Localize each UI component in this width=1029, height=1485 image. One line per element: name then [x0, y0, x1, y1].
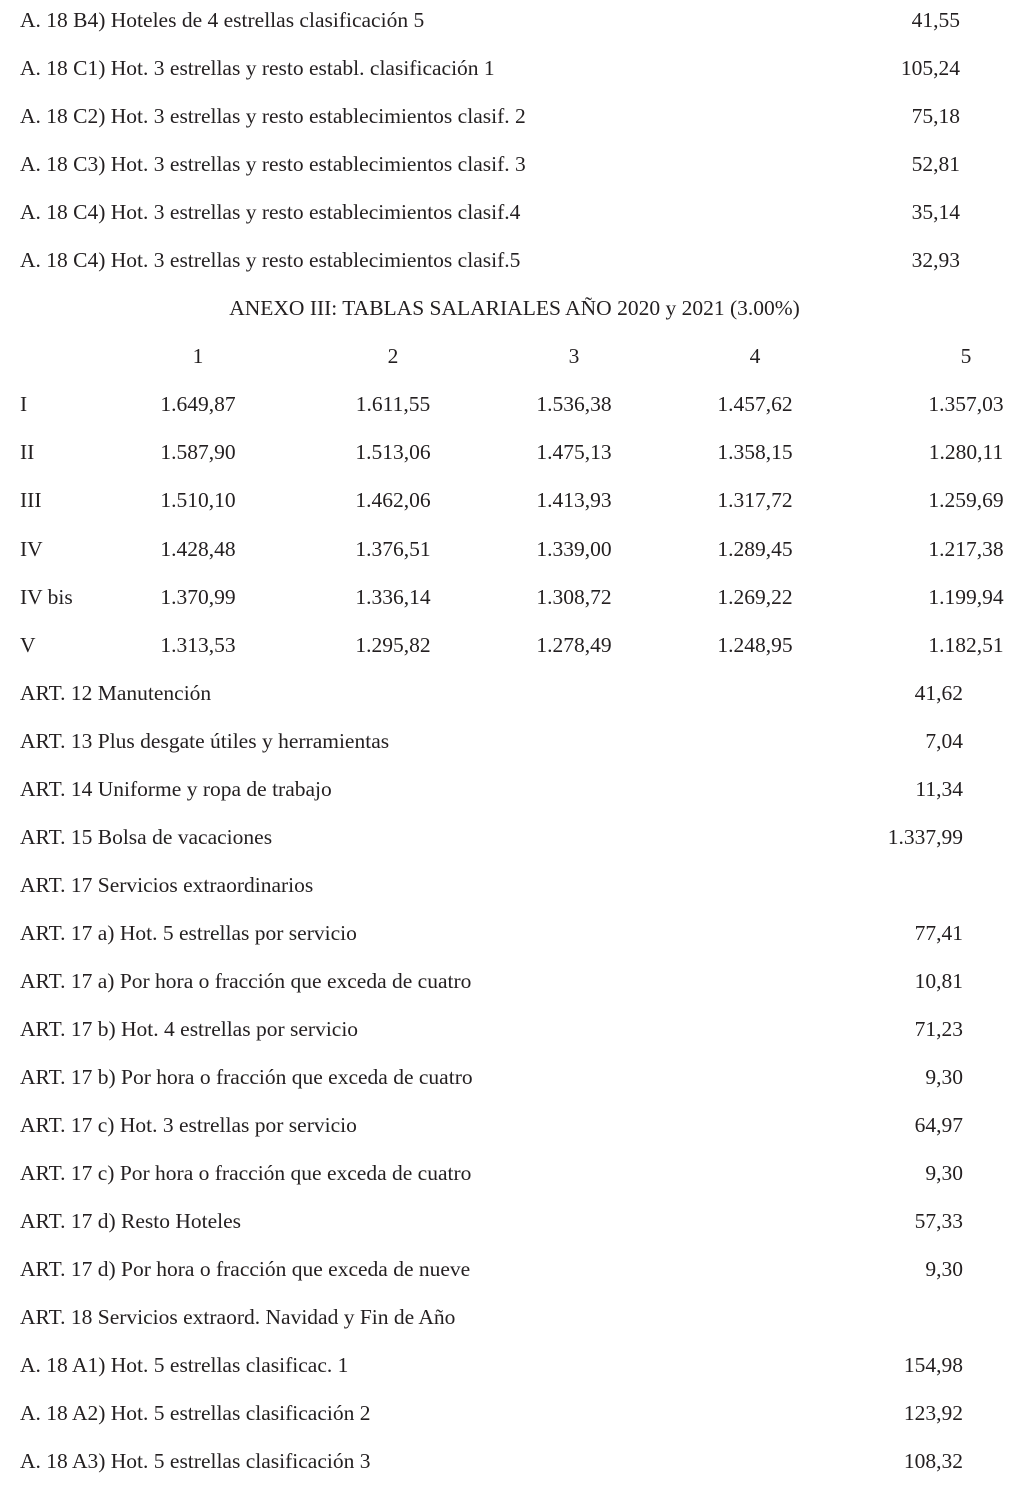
- table-row: [0, 621, 1029, 669]
- column-header: 1: [192, 344, 204, 369]
- list-item: [0, 1293, 1029, 1341]
- item-value: 154,98: [903, 1353, 963, 1378]
- list-item: [0, 236, 1029, 284]
- table-row: [0, 428, 1029, 476]
- column-header: 3: [568, 344, 580, 369]
- list-item: [0, 957, 1029, 1005]
- item-label: A. 18 B4) Hoteles de 4 estrellas clasificación 5: [20, 8, 425, 32]
- item-label: ART. 17 d) Por hora o fracción que exceda de nueve: [20, 1257, 471, 1282]
- group-label: IV: [20, 536, 43, 561]
- list-item: [0, 909, 1029, 957]
- list-item: [0, 140, 1029, 188]
- salary-cell: 1.611,55: [355, 392, 431, 417]
- salary-cell: 1.182,51: [928, 632, 1004, 657]
- salary-cell: 1.248,95: [717, 632, 793, 657]
- list-item: [0, 188, 1029, 236]
- item-value: 35,14: [911, 200, 960, 225]
- salary-cell: 1.457,62: [717, 392, 793, 417]
- item-label: A. 18 A2) Hot. 5 estrellas clasificación 2: [20, 1401, 371, 1426]
- salary-cell: 1.513,06: [355, 440, 431, 465]
- item-value: 32,93: [911, 248, 960, 273]
- item-label: ART. 17 d) Resto Hoteles: [20, 1209, 242, 1234]
- item-label: ART. 17 Servicios extraordinarios: [20, 872, 314, 897]
- salary-cell: 1.199,94: [928, 584, 1004, 609]
- item-value: 1.337,99: [887, 824, 963, 849]
- item-value: 71,23: [914, 1016, 963, 1041]
- column-header: 5: [960, 344, 972, 369]
- item-value: 64,97: [914, 1113, 963, 1138]
- item-label: ART. 15 Bolsa de vacaciones: [20, 824, 273, 849]
- table-row: [0, 525, 1029, 573]
- salary-cell: 1.462,06: [355, 488, 431, 513]
- item-label: ART. 14 Uniforme y ropa de trabajo: [20, 776, 332, 801]
- list-item: [0, 92, 1029, 140]
- salary-cell: 1.313,53: [160, 632, 236, 657]
- list-item: [0, 861, 1029, 909]
- column-header: 2: [387, 344, 399, 369]
- item-label: ART. 17 b) Por hora o fracción que exceda de cuatro: [20, 1065, 473, 1090]
- list-item: [0, 44, 1029, 92]
- salary-cell: 1.280,11: [928, 440, 1004, 465]
- salary-cell: 1.289,45: [717, 536, 793, 561]
- list-item: [0, 717, 1029, 765]
- salary-cell: 1.278,49: [536, 632, 612, 657]
- item-label: A. 18 C3) Hot. 3 estrellas y resto establecimientos clasif. 3: [20, 152, 526, 177]
- salary-cell: 1.357,03: [928, 392, 1004, 417]
- salary-cell: 1.317,72: [717, 488, 793, 513]
- list-item: [0, 1149, 1029, 1197]
- salary-cell: 1.217,38: [928, 536, 1004, 561]
- item-label: A. 18 A1) Hot. 5 estrellas clasificac. 1: [20, 1353, 349, 1378]
- item-value: 41,55: [911, 8, 960, 32]
- item-value: 52,81: [911, 152, 960, 177]
- table-row: [0, 573, 1029, 621]
- salary-cell: 1.428,48: [160, 536, 236, 561]
- item-label: A. 18 C2) Hot. 3 estrellas y resto establecimientos clasif. 2: [20, 104, 526, 129]
- list-item: [0, 1053, 1029, 1101]
- item-label: ART. 13 Plus desgate útiles y herramientas: [20, 728, 390, 753]
- item-value: 105,24: [900, 56, 960, 81]
- table-row: [0, 380, 1029, 428]
- item-label: A. 18 C4) Hot. 3 estrellas y resto establecimientos clasif.5: [20, 248, 521, 273]
- list-item: [0, 1341, 1029, 1389]
- salary-cell: 1.308,72: [536, 584, 612, 609]
- list-item: [0, 813, 1029, 861]
- list-item: [0, 1245, 1029, 1293]
- item-value: 77,41: [914, 920, 963, 945]
- list-item: [0, 765, 1029, 813]
- list-item: [0, 1197, 1029, 1245]
- list-item: [0, 1101, 1029, 1149]
- salary-cell: 1.510,10: [160, 488, 236, 513]
- list-item: [0, 1005, 1029, 1053]
- item-label: A. 18 C1) Hot. 3 estrellas y resto establ. clasificación 1: [20, 56, 495, 81]
- salary-cell: 1.649,87: [160, 392, 236, 417]
- item-label: ART. 17 c) Hot. 3 estrellas por servicio: [20, 1113, 357, 1138]
- salary-cell: 1.475,13: [536, 440, 612, 465]
- item-value: 108,32: [903, 1449, 963, 1474]
- item-label: ART. 17 a) Por hora o fracción que exceda de cuatro: [20, 968, 472, 993]
- list-item: [0, 1437, 1029, 1485]
- item-label: ART. 18 Servicios extraord. Navidad y Fin de Año: [20, 1305, 456, 1330]
- salary-cell: 1.336,14: [355, 584, 431, 609]
- salary-cell: 1.376,51: [355, 536, 431, 561]
- salary-cell: 1.295,82: [355, 632, 431, 657]
- salary-cell: 1.536,38: [536, 392, 612, 417]
- item-label: ART. 17 b) Hot. 4 estrellas por servicio: [20, 1016, 359, 1041]
- group-label: IV bis: [20, 584, 73, 609]
- item-label: ART. 17 c) Por hora o fracción que exceda de cuatro: [20, 1161, 472, 1186]
- salary-cell: 1.339,00: [536, 536, 612, 561]
- table-header-row: [0, 332, 1029, 380]
- salary-cell: 1.358,15: [717, 440, 793, 465]
- column-header: 4: [749, 344, 761, 369]
- item-value: 123,92: [903, 1401, 963, 1426]
- group-label: III: [20, 488, 42, 513]
- item-label: A. 18 C4) Hot. 3 estrellas y resto establecimientos clasif.4: [20, 200, 521, 225]
- item-label: A. 18 A3) Hot. 5 estrellas clasificación 3: [20, 1449, 371, 1474]
- list-item: [0, 1389, 1029, 1437]
- list-item: [0, 669, 1029, 717]
- item-value: 10,81: [914, 968, 963, 993]
- item-value: 57,33: [914, 1209, 963, 1234]
- item-value: 9,30: [925, 1065, 963, 1090]
- salary-cell: 1.259,69: [928, 488, 1004, 513]
- list-item: [0, 0, 1029, 44]
- group-label: V: [20, 632, 36, 657]
- table-row: [0, 476, 1029, 524]
- salary-cell: 1.269,22: [717, 584, 793, 609]
- group-label: I: [20, 392, 28, 417]
- salary-cell: 1.587,90: [160, 440, 236, 465]
- salary-cell: 1.370,99: [160, 584, 236, 609]
- salary-cell: 1.413,93: [536, 488, 612, 513]
- group-label: II: [20, 440, 35, 465]
- annex-title: ANEXO III: TABLAS SALARIALES AÑO 2020 y 2021 (3.00%): [229, 296, 800, 321]
- item-label: ART. 12 Manutención: [20, 680, 212, 705]
- item-value: 75,18: [911, 104, 960, 129]
- item-value: 7,04: [925, 728, 963, 753]
- item-value: 11,34: [915, 776, 963, 801]
- item-label: ART. 17 a) Hot. 5 estrellas por servicio: [20, 920, 357, 945]
- item-value: 9,30: [925, 1161, 963, 1186]
- item-value: 9,30: [925, 1257, 963, 1282]
- item-value: 41,62: [914, 680, 963, 705]
